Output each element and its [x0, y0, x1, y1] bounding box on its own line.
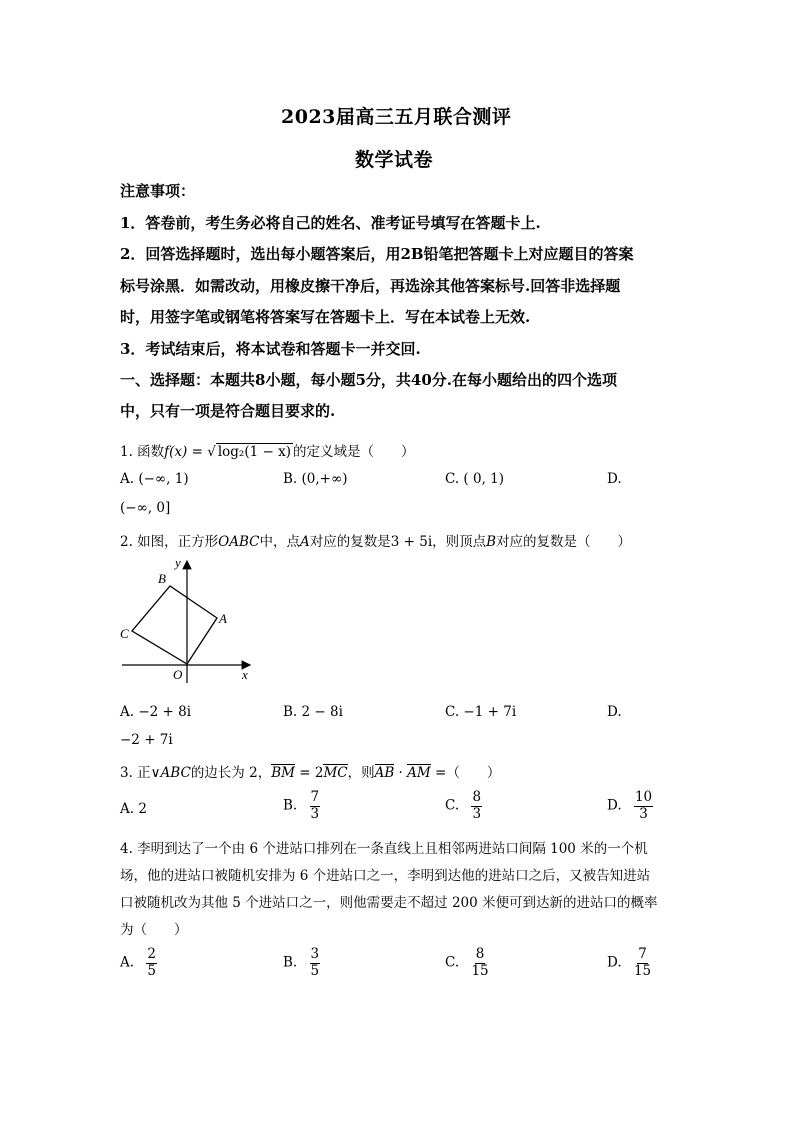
- q1-prefix: 1. 函数: [120, 444, 165, 460]
- notice-item: 标号涂黑．如需改动，用橡皮擦干净后，再选涂其他答案标号.回答非选择题: [120, 277, 621, 295]
- exam-title: 2023届高三五月联合测评: [281, 106, 512, 128]
- fraction: [634, 947, 651, 979]
- question-4-line: 场，他的进站口被随机安排为 6 个进站口之一，李明到达他的进站口之后，又被告知进站: [120, 868, 651, 884]
- option-label: D.: [607, 797, 622, 814]
- q2-figure: [115, 553, 260, 688]
- notice-item: 3．考试结束后，将本试卷和答题卡一并交回.: [120, 340, 421, 358]
- sqrt-sign: √: [207, 444, 216, 460]
- q3-option-d: [607, 790, 653, 822]
- question-4-line: 口被随机改为其他 5 个进站口之一，则他需要走不超过 200 米便可到达新的进站口的概率: [120, 895, 658, 911]
- numerator: 7: [638, 946, 647, 962]
- q2-point-b: B: [486, 534, 497, 550]
- q2-text: 中，点: [259, 534, 300, 550]
- q3-eq: = 2: [294, 765, 324, 781]
- q1-option-a: A. (−∞, 1): [120, 471, 189, 487]
- q2-text: 对应的复数是: [309, 534, 391, 550]
- q4-option-b: [283, 947, 320, 979]
- q1-suffix: 的定义域是（ ）: [292, 444, 415, 460]
- numerator: 8: [472, 789, 482, 805]
- q1-radicand: log₂(1 − x): [217, 444, 291, 460]
- fraction: [471, 790, 482, 822]
- fraction: [310, 790, 321, 822]
- q1-option-c: C. ( 0, 1): [445, 471, 505, 487]
- square-oabc: [132, 586, 217, 664]
- option-label: C.: [445, 954, 460, 971]
- q2-square-name: OABC: [218, 534, 260, 550]
- denominator: 15: [633, 962, 652, 979]
- notice-item: 2．回答选择题时，选出每小题答案后，用2B铅笔把答题卡上对应题目的答案: [120, 245, 634, 263]
- denominator: 5: [310, 962, 320, 979]
- q2-text: 2. 如图，正方形: [120, 534, 219, 550]
- q3-option-a: A. 2: [120, 801, 147, 817]
- vector-mc: MC: [323, 765, 348, 781]
- q3-text: 3. 正: [120, 765, 151, 781]
- option-label: C.: [445, 797, 460, 814]
- numerator: 8: [475, 946, 485, 962]
- fraction: [471, 947, 488, 979]
- denominator: 3: [310, 805, 320, 822]
- denominator: 5: [147, 962, 156, 979]
- q3-triangle: ∨ABC: [150, 765, 191, 781]
- label-c: C: [120, 626, 129, 641]
- fraction: [310, 947, 321, 979]
- question-2: [120, 530, 631, 550]
- q4-option-d: [607, 947, 651, 979]
- q3-text: =（ ）: [430, 765, 501, 781]
- denominator: 15: [471, 962, 489, 979]
- question-4-line: 4. 李明到达了一个由 6 个进站口排列在一条直线上且相邻两进站口间隔 100 米的一个机: [120, 841, 648, 857]
- label-o: O: [173, 667, 183, 682]
- question-1: [120, 440, 414, 460]
- q3-option-b: [283, 790, 320, 822]
- label-b: B: [158, 571, 166, 586]
- q1-func: f(x) =: [164, 444, 208, 460]
- label-x: x: [242, 667, 248, 682]
- q3-text: 的边长为 2，: [190, 765, 272, 781]
- denominator: 3: [472, 805, 482, 822]
- vector-am: AM: [407, 765, 431, 781]
- q1-option-b: B. (0,+∞): [283, 471, 348, 487]
- q3-option-c: [445, 790, 482, 822]
- numerator: 2: [147, 946, 156, 962]
- q2-option-b: B. 2 − 8i: [283, 704, 343, 720]
- notice-item: 1．答卷前，考生务必将自己的姓名、准考证号填写在答题卡上.: [120, 214, 541, 232]
- q2-option-c: C. −1 + 7i: [445, 704, 517, 720]
- exam-subtitle: 数学试卷: [355, 149, 434, 171]
- q1-option-d: D.: [607, 471, 622, 487]
- q2-text: ，则顶点: [432, 534, 487, 550]
- dot-operator: ·: [394, 765, 408, 781]
- option-label: A.: [120, 954, 135, 971]
- q2-point-a: A: [300, 534, 310, 550]
- q2-complex: 3 + 5i: [390, 534, 433, 550]
- label-a: A: [219, 611, 227, 626]
- section-heading: 一、选择题：本题共8小题，每小题5分，共40分.在每小题给出的四个选项: [120, 371, 617, 389]
- q4-option-c: [445, 947, 489, 979]
- question-4-line: 为（ ）: [120, 922, 188, 938]
- q4-option-a: [120, 947, 157, 979]
- vector-bm: BM: [271, 765, 295, 781]
- numerator: 10: [634, 789, 653, 805]
- q1-option-d-value: (−∞, 0]: [120, 500, 171, 516]
- label-y: y: [175, 555, 181, 570]
- fraction: [634, 790, 653, 822]
- fraction: [146, 947, 157, 979]
- numerator: 3: [310, 946, 320, 962]
- q2-text: 对应的复数是（ ）: [496, 534, 632, 550]
- numerator: 7: [310, 789, 320, 805]
- q2-option-d-value: −2 + 7i: [120, 732, 173, 748]
- section-heading-cont: 中，只有一项是符合题目要求的.: [120, 402, 336, 420]
- notice-item: 时，用签字笔或钢笔将答案写在答题卡上．写在本试卷上无效.: [120, 308, 531, 326]
- option-label: D.: [607, 954, 622, 971]
- denominator: 3: [639, 805, 648, 822]
- option-label: B.: [283, 954, 298, 971]
- q3-text: ，则: [347, 765, 375, 781]
- q2-option-a: A. −2 + 8i: [120, 704, 192, 720]
- q2-option-d: D.: [607, 704, 622, 720]
- question-3: [120, 761, 500, 781]
- option-label: B.: [283, 797, 298, 814]
- notice-heading: 注意事项：: [120, 182, 196, 200]
- vector-ab: AB: [374, 765, 395, 781]
